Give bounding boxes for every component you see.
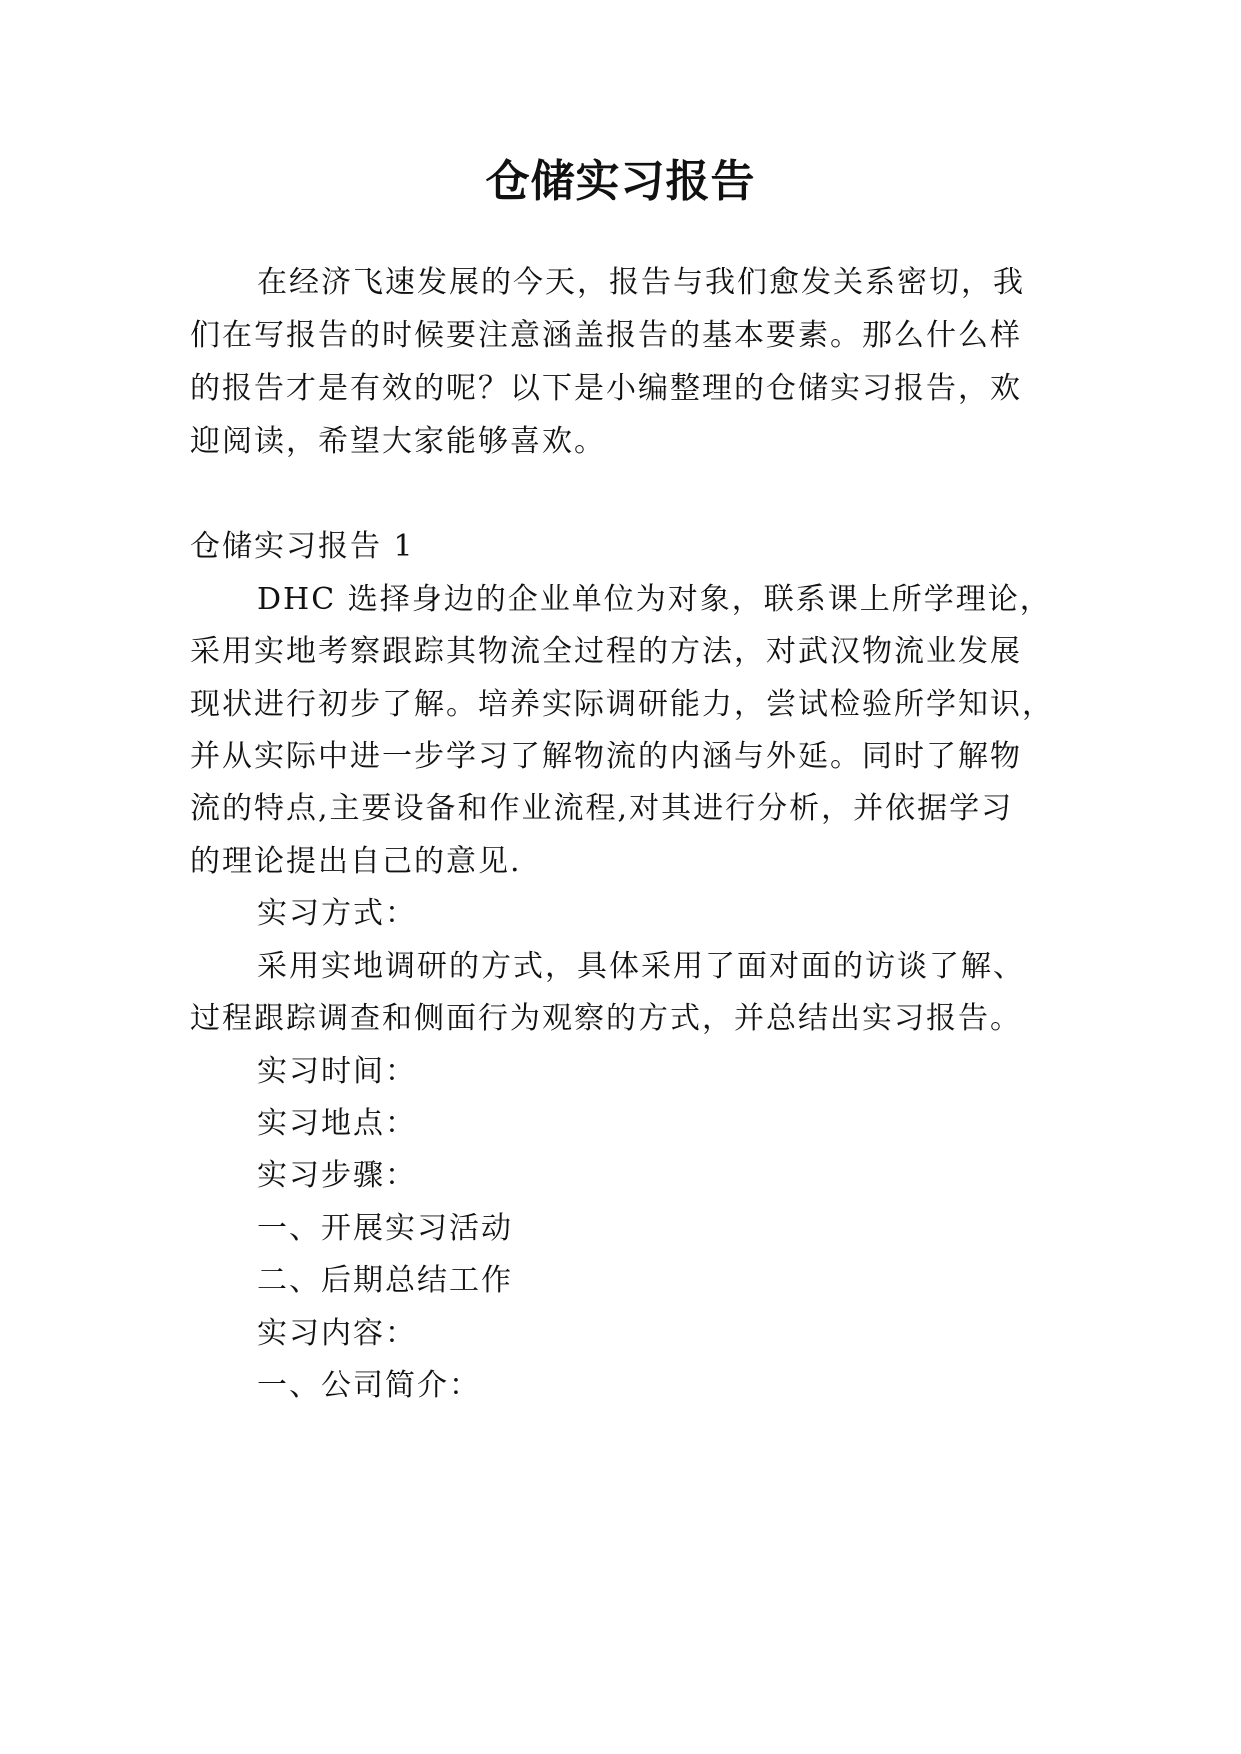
- body-line-2: 采用实地考察跟踪其物流全过程的方法，对武汉物流业发展: [190, 634, 1022, 669]
- document-title: 仓储实习报告: [485, 156, 756, 207]
- step-1: 一、开展实习活动: [257, 1211, 513, 1246]
- body-line-3: 现状进行初步了解。培养实际调研能力，尝试检验所学知识，: [190, 687, 1054, 722]
- body-line-5: 流的特点,主要设备和作业流程,对其进行分析，并依据学习: [190, 791, 1014, 826]
- intro-line-1: 在经济飞速发展的今天，报告与我们愈发关系密切，我: [257, 265, 1025, 300]
- method-line-1: 采用实地调研的方式，具体采用了面对面的访谈了解、: [257, 949, 1025, 984]
- step-2: 二、后期总结工作: [257, 1263, 513, 1298]
- time-label: 实习时间：: [257, 1054, 417, 1089]
- body-line-1: DHC 选择身边的企业单位为对象，联系课上所学理论，: [257, 582, 1052, 617]
- steps-label: 实习步骤：: [257, 1158, 417, 1193]
- method-line-2: 过程跟踪调查和侧面行为观察的方式，并总结出实习报告。: [190, 1001, 1022, 1036]
- intro-line-4: 迎阅读，希望大家能够喜欢。: [190, 424, 606, 459]
- body-line-4: 并从实际中进一步学习了解物流的内涵与外延。同时了解物: [190, 739, 1022, 774]
- intro-line-2: 们在写报告的时候要注意涵盖报告的基本要素。那么什么样: [190, 318, 1022, 353]
- method-label: 实习方式：: [257, 896, 417, 931]
- body-line-6: 的理论提出自己的意见.: [190, 844, 522, 879]
- intro-line-3: 的报告才是有效的呢？以下是小编整理的仓储实习报告，欢: [190, 371, 1022, 406]
- content-label: 实习内容：: [257, 1316, 417, 1351]
- section-heading: 仓储实习报告 1: [190, 529, 415, 564]
- location-label: 实习地点：: [257, 1106, 417, 1141]
- company-intro-label: 一、公司简介：: [257, 1368, 481, 1403]
